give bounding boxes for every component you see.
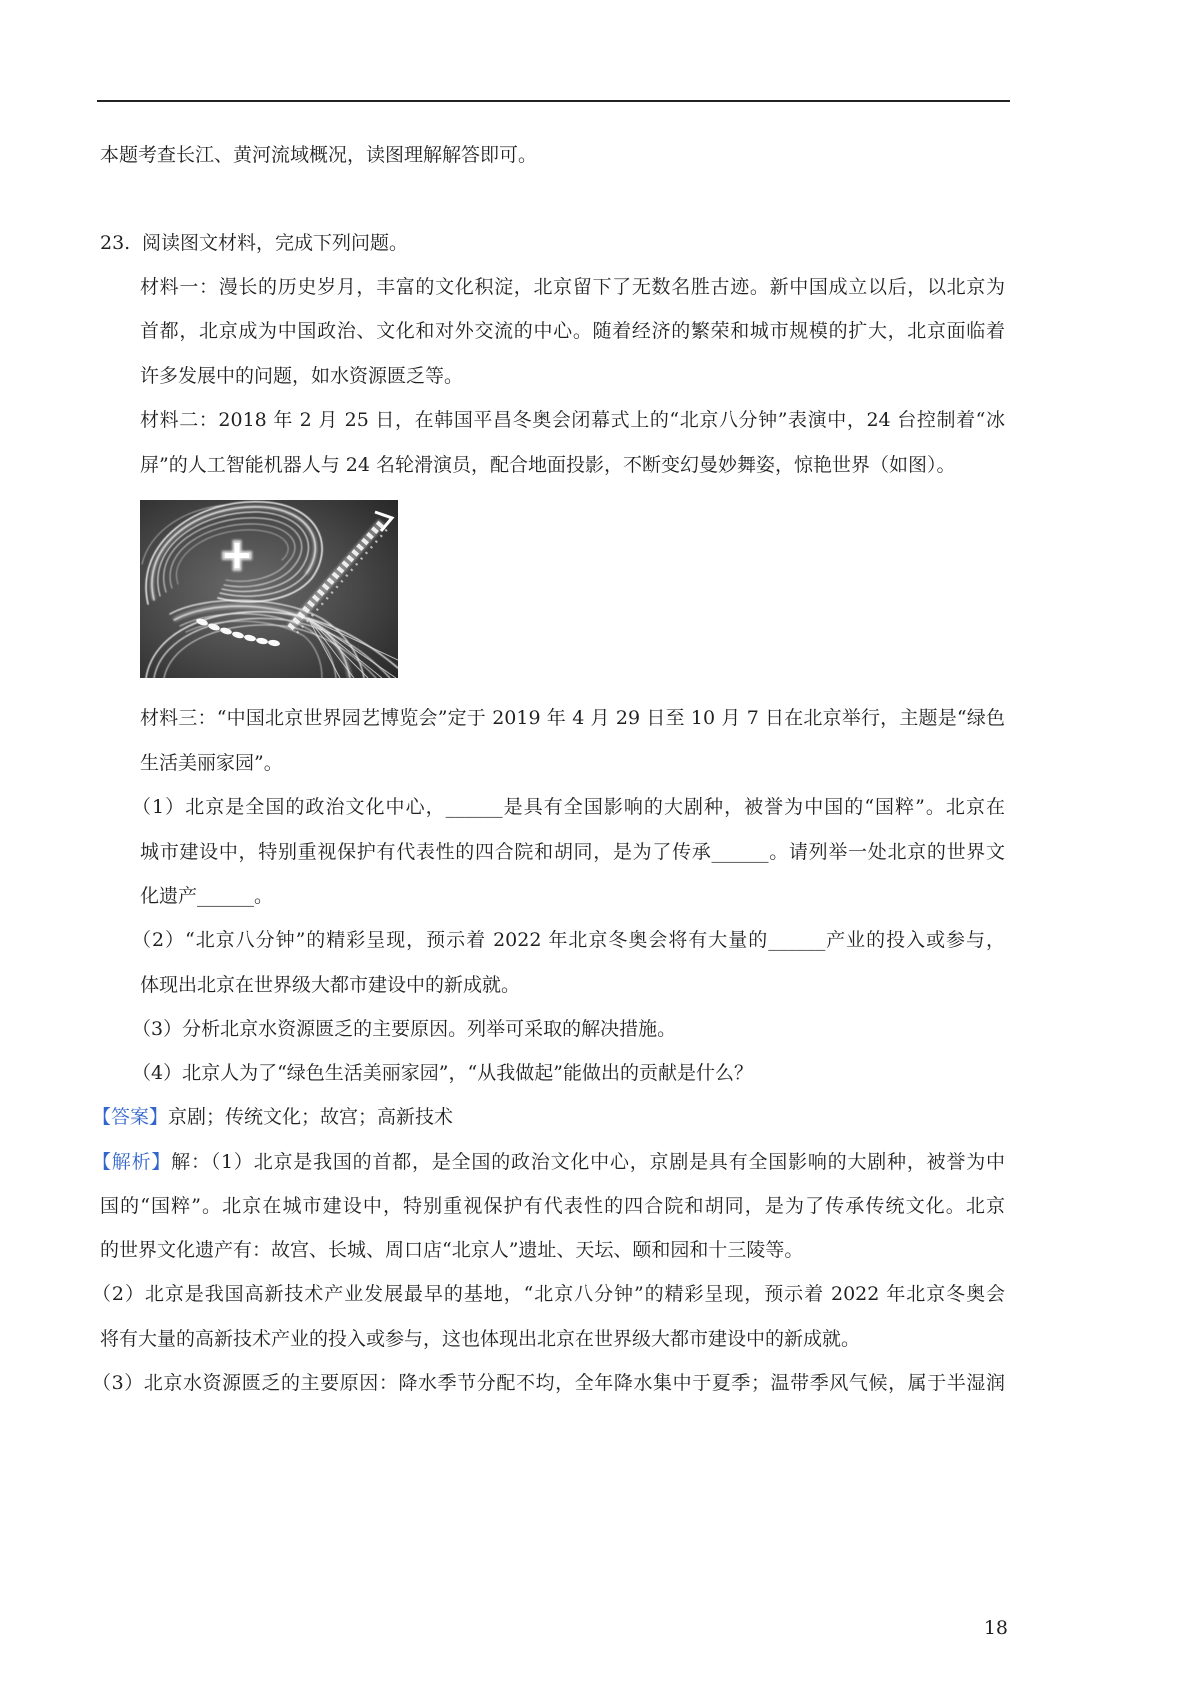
- analysis-line: （2）北京是我国高新技术产业发展最早的基地，“北京八分钟”的精彩呈现，预示着 2022 年北京冬奥会: [92, 1283, 1005, 1305]
- analysis-line: 将有大量的高新技术产业的投入或参与，这也体现出北京在世界级大都市建设中的新成就。: [100, 1328, 861, 1350]
- figure-photo: [140, 500, 398, 678]
- sub-question-line: 城市建设中，特别重视保护有代表性的四合院和胡同，是为了传承______。请列举一处北京的世界文: [140, 841, 1005, 863]
- material-2-line: 屏”的人工智能机器人与 24 名轮滑演员，配合地面投影，不断变幻曼妙舞姿，惊艳世界（如图）。: [140, 454, 956, 476]
- question-number: 23.: [100, 232, 131, 254]
- analysis-text: 解：（1）北京是我国的首都，是全国的政治文化中心，京剧是具有全国影响的大剧种，被誉为中: [171, 1151, 1005, 1173]
- sub-question-line: 体现出北京在世界级大都市建设中的新成就。: [140, 974, 521, 996]
- sub-question-line: （3）分析北京水资源匮乏的主要原因。列举可采取的解决措施。: [132, 1018, 677, 1040]
- performance-photo-image: [140, 500, 398, 678]
- material-1-line: 许多发展中的问题，如水资源匮乏等。: [140, 365, 464, 387]
- material-3-line: 材料三：“中国北京世界园艺博览会”定于 2019 年 4 月 29 日至 10 月 7 日在北京举行，主题是“绿色: [140, 707, 1005, 729]
- header-rule: [97, 100, 1010, 102]
- analysis-tag: 【解析】: [92, 1151, 172, 1173]
- answer-tag: 【答案】: [92, 1106, 169, 1128]
- analysis-line: 的世界文化遗产有：故宫、长城、周口店“北京人”遗址、天坛、颐和园和十三陵等。: [100, 1239, 804, 1261]
- sub-question-line: 化遗产______。: [140, 885, 274, 907]
- summary-line: 本题考查长江、黄河流域概况，读图理解解答即可。: [100, 144, 538, 166]
- material-1-line: 首都，北京成为中国政治、文化和对外交流的中心。随着经济的繁荣和城市规模的扩大，北京面临着: [140, 320, 1005, 342]
- material-1-line: 材料一：漫长的历史岁月，丰富的文化积淀，北京留下了无数名胜古迹。新中国成立以后，以北京为: [140, 276, 1005, 298]
- material-2-line: 材料二：2018 年 2 月 25 日，在韩国平昌冬奥会闭幕式上的“北京八分钟”表演中，24 台控制着“冰: [140, 409, 1005, 431]
- sub-question-line: （4）北京人为了“绿色生活美丽家园”，“从我做起”能做出的贡献是什么？: [132, 1062, 753, 1084]
- analysis-line: （3）北京水资源匮乏的主要原因：降水季节分配不均，全年降水集中于夏季；温带季风气候，属于半湿润: [92, 1372, 1005, 1394]
- sub-question-line: （2）“北京八分钟”的精彩呈现，预示着 2022 年北京冬奥会将有大量的______产业的投入或参与，: [132, 929, 1005, 951]
- sub-question-line: （1）北京是全国的政治文化中心，______是具有全国影响的大剧种，被誉为中国的“国粹”。北京在: [132, 796, 1005, 818]
- answer-line: [92, 1102, 1005, 1132]
- analysis-line: 国的“国粹”。北京在城市建设中，特别重视保护有代表性的四合院和胡同，是为了传承传统文化。北京: [100, 1195, 1005, 1217]
- answer-text: 京剧；传统文化；故宫；高新技术: [168, 1106, 454, 1128]
- material-3-line: 生活美丽家园”。: [140, 752, 283, 774]
- analysis-line: [92, 1147, 1005, 1177]
- page-number: 18: [983, 1617, 1008, 1639]
- question-prompt: 阅读图文材料，完成下列问题。: [142, 232, 409, 254]
